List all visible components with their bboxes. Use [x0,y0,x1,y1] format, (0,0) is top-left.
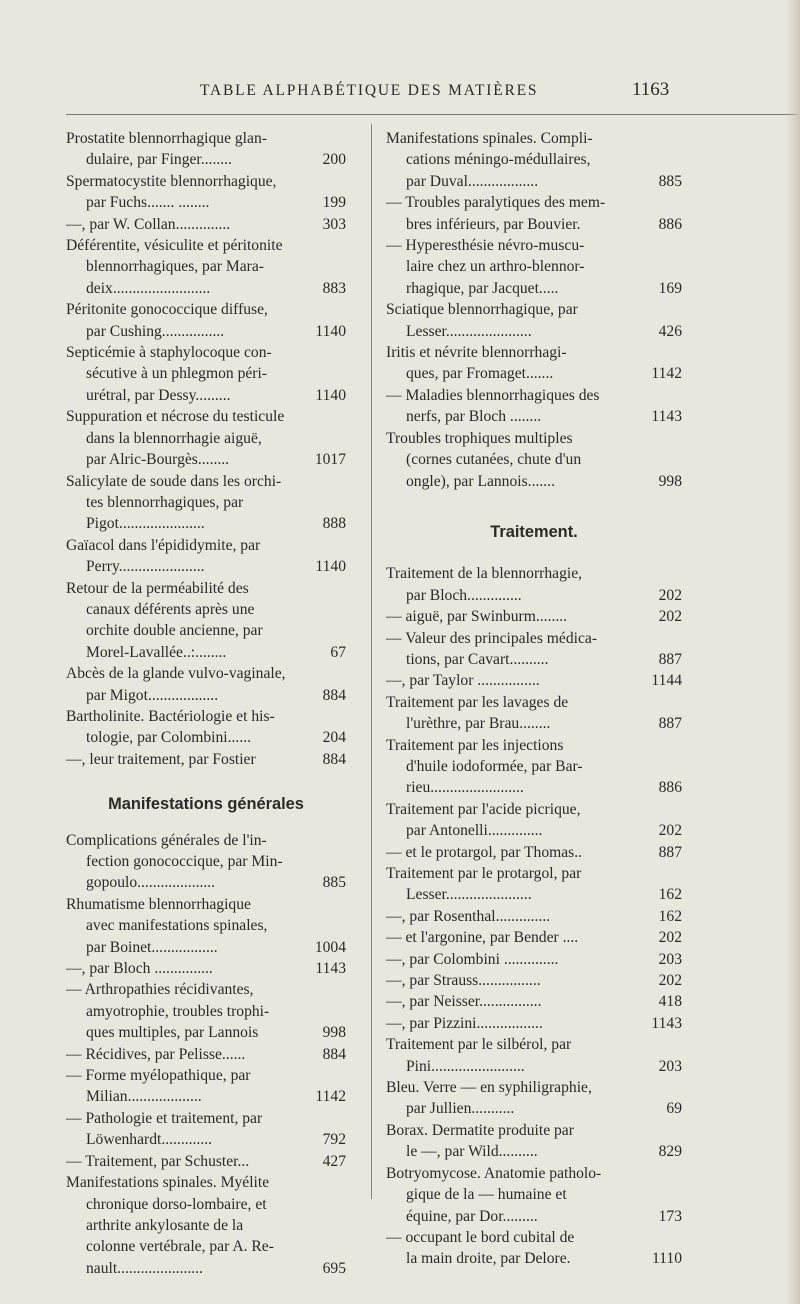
entry-line: Lesser...................... [406,886,532,904]
index-entry [66,214,346,235]
entry-page-number: 887 [658,650,682,668]
index-entry [386,1077,682,1120]
entry-line: rhagique, par Jacquet..... [406,279,559,297]
index-entry [386,906,682,927]
entry-line: par Fuchs....... ........ [86,194,210,212]
index-entry [66,535,346,578]
entry-page-number: 202 [658,972,682,990]
index-entry [386,1163,682,1227]
entry-page-number: 1110 [651,1250,682,1268]
entry-page-number: 1140 [315,386,346,404]
entry-page-number: 1143 [651,408,682,426]
entry-line: Complications générales de l'in- [66,831,267,849]
entry-line: Bleu. Verre — en syphiligraphie, [386,1079,592,1097]
index-entry [386,563,682,606]
entry-line: par Migot.................. [86,686,219,704]
entry-line: —, par Taylor ................ [386,672,540,690]
running-head: TABLE ALPHABÉTIQUE DES MATIÈRES [200,82,539,99]
entry-line: Pigot...................... [86,515,205,533]
entry-page-number: 203 [658,1057,682,1075]
entry-page-number: 884 [322,750,346,768]
entry-line: Retour de la perméabilité des [66,579,249,597]
index-entry [66,663,346,706]
index-entry [386,606,682,627]
index-entry [66,342,346,406]
index-entry [66,958,346,979]
index-entry [66,1172,346,1279]
index-entry [386,735,682,799]
entry-line: Traitement par les lavages de [386,693,569,711]
entry-line: ques, par Fromaget....... [406,365,554,383]
header-rule [66,114,800,115]
page-number: 1163 [632,79,670,100]
entry-line: — et l'argonine, par Bender .... [386,929,579,947]
entry-line: par Bloch.............. [406,586,522,604]
index-entry [66,1151,346,1172]
entry-page-number: 1144 [651,672,682,690]
entry-page-number: 695 [322,1259,346,1277]
entry-line: la main droite, par Delore. [406,1250,571,1268]
entry-page-number: 998 [322,1024,346,1042]
entry-line: amyotrophie, troubles trophi- [86,1002,270,1020]
entry-page-number: 1143 [315,960,346,978]
entry-line: —, par Pizzini................. [386,1014,543,1032]
entry-line: nault...................... [86,1259,203,1277]
entry-line: Prostatite blennorrhagique glan- [66,130,267,147]
entry-line: par Antonelli.............. [406,822,543,840]
index-entry [66,1065,346,1108]
entry-page-number: 204 [322,729,346,747]
entry-line: Manifestations spinales. Myélite [66,1174,270,1192]
entry-line: deix......................... [86,279,211,297]
entry-line: Péritonite gonococcique diffuse, [66,301,268,319]
entry-line: bres inférieurs, par Bouvier. [406,215,581,233]
entry-line: tes blennorrhagiques, par [86,493,244,511]
entry-line: par Jullien........... [406,1100,515,1118]
entry-page-number: 884 [322,686,346,704]
entry-page-number: 883 [322,279,346,297]
index-entry [386,128,682,192]
entry-line: Traitement par le silbérol, par [386,1036,572,1054]
entry-line: par Boinet................. [86,938,218,956]
entry-line: l'urèthre, par Brau........ [406,715,551,733]
index-entry [66,128,346,171]
entry-line: Traitement par les injections [386,736,564,754]
left-entries-2 [66,830,346,1280]
index-entry [66,1044,346,1065]
entry-line: Borax. Dermatite produite par [386,1121,574,1139]
entry-page-number: 202 [658,586,682,604]
left-entries [66,128,346,770]
entry-line: — Maladies blennorrhagiques des [386,386,600,404]
index-entry [66,979,346,1043]
index-entry [386,342,682,385]
entry-page-number: 202 [658,822,682,840]
entry-line: Abcès de la glande vulvo-vaginale, [66,665,286,683]
entry-line: Pini........................ [406,1057,525,1075]
entry-page-number: 427 [322,1152,346,1170]
entry-line: Iritis et névrite blennorrhagi- [386,344,567,362]
left-column [66,128,346,1279]
entry-page-number: 69 [666,1100,682,1118]
index-entry [386,1227,682,1270]
entry-line: ques multiples, par Lannois [86,1024,259,1042]
entry-line: — Récidives, par Pelisse...... [66,1045,246,1063]
entry-line: — et le protargol, par Thomas.. [386,843,583,861]
entry-line: —, par Colombini .............. [386,950,559,968]
entry-line: Sciatique blennorrhagique, par [386,301,578,319]
entry-line: laire chez un arthro-blennor- [406,258,585,276]
entry-line: Botryomycose. Anatomie patholo- [386,1164,602,1182]
entry-line: arthrite ankylosante de la [86,1216,244,1234]
index-entry [66,171,346,214]
entry-line: —, par Rosenthal.............. [386,907,551,925]
entry-line: dulaire, par Finger........ [86,151,232,169]
entry-line: nerfs, par Bloch ........ [406,408,542,426]
entry-line: Salicylate de soude dans les orchi- [66,472,282,490]
right-column [386,128,682,1270]
entry-line: — Forme myélopathique, par [66,1067,251,1085]
entry-line: urétral, par Dessy......... [86,386,231,404]
entry-line: —, par Neisser................ [386,993,542,1011]
index-entry [66,235,346,299]
entry-page-number: 303 [322,215,346,233]
entry-line: — Pathologie et traitement, par [66,1109,263,1127]
entry-page-number: 829 [658,1143,682,1161]
entry-line: par Alric-Bourgès........ [86,451,230,469]
entry-page-number: 200 [322,151,346,169]
index-entry [66,894,346,958]
entry-line: sécutive à un phlegmon péri- [86,365,268,383]
entry-line: — Arthropathies récidivantes, [66,981,254,999]
index-entry [66,406,346,470]
entry-page-number: 886 [658,215,682,233]
entry-line: Déférentite, vésiculite et péritonite [66,237,283,255]
entry-page-number: 169 [658,279,682,297]
entry-line: —, par Strauss................ [386,972,541,990]
index-entry [386,385,682,428]
column-divider [371,124,372,1199]
page-edge-shadow [786,0,800,1304]
entry-line: Spermatocystite blennorrhagique, [66,172,277,190]
entry-page-number: 885 [658,172,682,190]
entry-line: colonne vertébrale, par A. Re- [86,1238,274,1256]
index-entry [386,1013,682,1034]
right-entries [386,128,682,492]
entry-page-number: 418 [658,993,682,1011]
index-entry [386,235,682,299]
entry-page-number: 202 [658,929,682,947]
entry-line: Septicémie à staphylocoque con- [66,344,272,362]
entry-page-number: 426 [658,322,682,340]
entry-page-number: 887 [658,715,682,733]
entry-line: tologie, par Colombini...... [86,729,252,747]
entry-line: gopoulo.................... [86,874,216,892]
entry-page-number: 173 [658,1207,682,1225]
entry-line: Traitement de la blennorrhagie, [386,565,583,583]
entry-line: fection gonococcique, par Min- [86,853,283,870]
entry-page-number: 1140 [315,558,346,576]
index-entry [66,749,346,770]
index-entry [386,927,682,948]
index-entry [386,991,682,1012]
entry-page-number: 199 [322,194,346,212]
right-entries-2 [386,563,682,1269]
entry-page-number: 1004 [314,938,346,956]
entry-line: —, par W. Collan.............. [66,215,231,233]
index-entry [66,1108,346,1151]
entry-line: canaux déférents après une [86,600,255,618]
entry-line: gique de la — humaine et [406,1186,567,1204]
index-entry [66,471,346,535]
index-entry [386,970,682,991]
entry-page-number: 998 [658,472,682,490]
index-entry [386,1034,682,1077]
entry-line: chronique dorso-lombaire, et [86,1195,267,1213]
entry-page-number: 1017 [314,451,346,469]
entry-line: Traitement par le protargol, par [386,865,582,882]
entry-page-number: 162 [658,907,682,925]
entry-line: dans la blennorrhagie aiguë, [86,429,262,447]
entry-line: Perry...................... [86,558,205,576]
index-entry [386,428,682,492]
entry-line: — Troubles paralytiques des mem- [386,194,606,212]
entry-page-number: 162 [658,886,682,904]
entry-line: Rhumatisme blennorrhagique [66,895,251,913]
entry-page-number: 886 [658,779,682,797]
entry-line: — occupant le bord cubital de [386,1228,575,1246]
entry-line: Morel-Lavallée..:........ [86,643,227,661]
entry-line: Suppuration et nécrose du testicule [66,408,285,426]
entry-page-number: 1142 [651,365,682,383]
entry-line: — Traitement, par Schuster... [66,1152,250,1170]
entry-page-number: 888 [322,515,346,533]
entry-line: par Duval.................. [406,172,539,190]
entry-page-number: 792 [322,1131,346,1149]
entry-line: cations méningo-médullaires, [406,151,591,169]
entry-line: Traitement par l'acide picrique, [386,800,581,818]
entry-line: le —, par Wild.......... [406,1143,538,1161]
entry-line: — Hyperesthésie névro-muscu- [386,237,585,255]
entry-page-number: 1140 [315,322,346,340]
entry-line: Manifestations spinales. Compli- [386,130,593,147]
entry-page-number: 1142 [315,1088,346,1106]
entry-line: avec manifestations spinales, [86,917,268,935]
index-entry [386,949,682,970]
entry-line: Löwenhardt............. [86,1131,213,1149]
entry-line: équine, par Dor......... [406,1207,538,1225]
index-entry [66,830,346,894]
entry-line: orchite double ancienne, par [86,622,263,640]
entry-line: Bartholinite. Bactériologie et his- [66,707,275,725]
entry-line: —, leur traitement, par Fostier [66,750,256,768]
entry-line: —, par Bloch ............... [66,960,213,978]
entry-line: Lesser...................... [406,322,532,340]
entry-line: — aiguë, par Swinburm........ [386,608,568,626]
entry-page-number: 887 [658,843,682,861]
index-entry [386,863,682,906]
entry-page-number: 884 [322,1045,346,1063]
index-entry [386,299,682,342]
entry-page-number: 885 [322,874,346,892]
index-entry [386,842,682,863]
index-entry [386,670,682,691]
index-entry [386,692,682,735]
index-entry [386,628,682,671]
entry-page-number: 67 [330,643,346,661]
entry-line: par Cushing................ [86,322,225,340]
entry-line: rieu........................ [406,779,524,797]
entry-line: blennorrhagiques, par Mara- [86,258,264,276]
entry-line: d'huile iodoformée, par Bar- [406,757,583,775]
entry-line: Milian................... [86,1088,202,1106]
entry-page-number: 202 [658,608,682,626]
entry-line: (cornes cutanées, chute d'un [406,451,582,469]
section-title-traitement: Traitement. [490,522,578,541]
entry-page-number: 203 [658,950,682,968]
entry-line: tions, par Cavart.......... [406,650,549,668]
index-entry [66,578,346,664]
entry-line: — Valeur des principales médica- [386,629,598,647]
index-entry [66,299,346,342]
entry-page-number: 1143 [651,1014,682,1032]
entry-line: Troubles trophiques multiples [386,429,573,447]
entry-line: ongle), par Lannois....... [406,472,555,490]
index-entry [386,1120,682,1163]
entry-line: Gaïacol dans l'épididymite, par [66,536,261,554]
index-entry [66,706,346,749]
index-entry [386,799,682,842]
index-entry [386,192,682,235]
section-title-manifestations: Manifestations générales [108,795,304,814]
